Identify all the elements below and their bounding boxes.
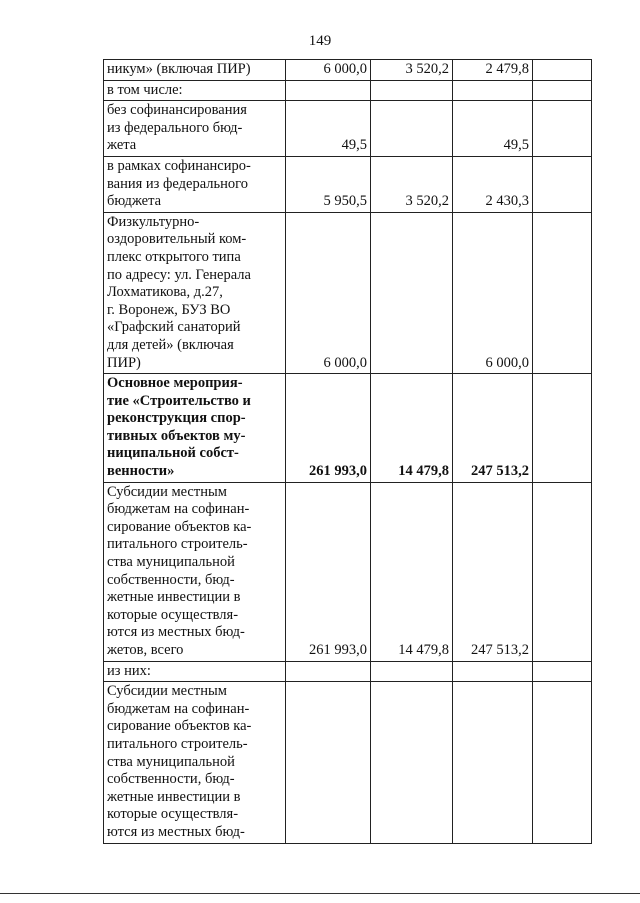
amount-col-4 bbox=[533, 212, 592, 373]
row-label: Физкультурно- оздоровительный ком- плекс открытого типа по адресу: ул. Генерала Лохматикова, д.27, г. Воронеж, БУЗ ВО «Графский санаторий для детей» (включая ПИР) bbox=[104, 212, 286, 373]
amount-col-4 bbox=[533, 101, 592, 157]
budget-table-body bbox=[104, 60, 592, 844]
table-row bbox=[104, 60, 592, 81]
amount-col-4 bbox=[533, 682, 592, 843]
amount-col-2 bbox=[371, 212, 453, 373]
amount-col-2: 14 479,8 bbox=[371, 482, 453, 661]
table-row bbox=[104, 212, 592, 373]
amount-col-4 bbox=[533, 661, 592, 682]
amount-total bbox=[286, 661, 371, 682]
table-row bbox=[104, 682, 592, 843]
amount-col-3: 247 513,2 bbox=[453, 374, 533, 483]
amount-col-3 bbox=[453, 682, 533, 843]
amount-col-4 bbox=[533, 80, 592, 101]
amount-col-2 bbox=[371, 80, 453, 101]
amount-col-3 bbox=[453, 80, 533, 101]
table-row bbox=[104, 482, 592, 661]
amount-col-3: 247 513,2 bbox=[453, 482, 533, 661]
row-label: никум» (включая ПИР) bbox=[104, 60, 286, 81]
amount-col-3: 2 430,3 bbox=[453, 156, 533, 212]
amount-col-2 bbox=[371, 101, 453, 157]
row-label: в том числе: bbox=[104, 80, 286, 101]
amount-col-2: 3 520,2 bbox=[371, 60, 453, 81]
amount-total: 49,5 bbox=[286, 101, 371, 157]
amount-col-2 bbox=[371, 682, 453, 843]
amount-col-3 bbox=[453, 661, 533, 682]
amount-total bbox=[286, 80, 371, 101]
row-label: Субсидии местным бюджетам на софинан- сирование объектов ка- питального строитель- ства муниципальной собственности, бюд- жетные инвестиции в которые осуществля- ются из местных бюд- жетов, всего bbox=[104, 482, 286, 661]
amount-col-3: 6 000,0 bbox=[453, 212, 533, 373]
row-label: без софинансирования из федерального бюд- жета bbox=[104, 101, 286, 157]
table-row bbox=[104, 156, 592, 212]
amount-total: 6 000,0 bbox=[286, 212, 371, 373]
amount-col-2 bbox=[371, 661, 453, 682]
amount-col-4 bbox=[533, 482, 592, 661]
table-row bbox=[104, 101, 592, 157]
amount-total: 5 950,5 bbox=[286, 156, 371, 212]
row-label: Основное мероприя- тие «Строительство и реконструкция спор- тивных объектов му- ниципальной собст- венности» bbox=[104, 374, 286, 483]
budget-table bbox=[103, 59, 592, 844]
table-row bbox=[104, 661, 592, 682]
amount-col-4 bbox=[533, 374, 592, 483]
table-row bbox=[104, 80, 592, 101]
table-row bbox=[104, 374, 592, 483]
row-label: в рамках софинансиро- вания из федерального бюджета bbox=[104, 156, 286, 212]
amount-total: 6 000,0 bbox=[286, 60, 371, 81]
amount-total bbox=[286, 682, 371, 843]
amount-col-2: 14 479,8 bbox=[371, 374, 453, 483]
amount-col-3: 49,5 bbox=[453, 101, 533, 157]
amount-col-4 bbox=[533, 60, 592, 81]
amount-col-2: 3 520,2 bbox=[371, 156, 453, 212]
row-label: из них: bbox=[104, 661, 286, 682]
row-label: Субсидии местным бюджетам на софинан- сирование объектов ка- питального строитель- ства муниципальной собственности, бюд- жетные инвестиции в которые осуществля- ются из местных бюд- bbox=[104, 682, 286, 843]
page-number: 149 bbox=[308, 33, 332, 49]
amount-total: 261 993,0 bbox=[286, 482, 371, 661]
amount-total: 261 993,0 bbox=[286, 374, 371, 483]
amount-col-4 bbox=[533, 156, 592, 212]
bottom-rule bbox=[0, 893, 640, 894]
amount-col-3: 2 479,8 bbox=[453, 60, 533, 81]
